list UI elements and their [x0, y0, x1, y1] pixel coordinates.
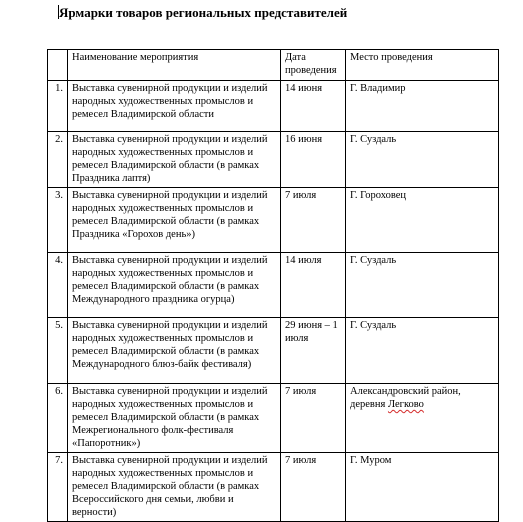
header-number [48, 50, 68, 81]
row-number: 7. [48, 453, 68, 522]
row-name: Выставка сувенирной продукции и изделий народных художественных промыслов и ремесел Владимирской области (в рамках Международного блюз-байк фестиваля) [68, 318, 281, 384]
header-place: Место проведения [346, 50, 499, 81]
row-number: 3. [48, 188, 68, 253]
table-header-row [48, 50, 499, 81]
row-number: 1. [48, 81, 68, 132]
row-date: 16 июня [281, 132, 346, 188]
row-place: Г. Муром [346, 453, 499, 522]
row-date: 14 июня [281, 81, 346, 132]
table-row [48, 453, 499, 522]
row-name: Выставка сувенирной продукции и изделий народных художественных промыслов и ремесел Владимирской области (в рамках Всероссийского дня семьи, любви и верности) [68, 453, 281, 522]
table-row [48, 81, 499, 132]
row-date: 7 июля [281, 188, 346, 253]
row-place [346, 384, 499, 453]
table-row [48, 253, 499, 318]
row-number: 6. [48, 384, 68, 453]
table-row [48, 188, 499, 253]
row-place: Г. Гороховец [346, 188, 499, 253]
fairs-table [47, 49, 499, 522]
page-title: Ярмарки товаров региональных представителей [59, 5, 348, 20]
row-place: Г. Владимир [346, 81, 499, 132]
row-name: Выставка сувенирной продукции и изделий народных художественных промыслов и ремесел Владимирской области [68, 81, 281, 132]
row-date: 29 июня – 1 июля [281, 318, 346, 384]
row-name: Выставка сувенирной продукции и изделий народных художественных промыслов и ремесел Владимирской области (в рамках Праздника «Горохов день») [68, 188, 281, 253]
row-number: 4. [48, 253, 68, 318]
row-name: Выставка сувенирной продукции и изделий народных художественных промыслов и ремесел Владимирской области (в рамках Праздника лаптя) [68, 132, 281, 188]
row-name: Выставка сувенирной продукции и изделий народных художественных промыслов и ремесел Владимирской области (в рамках Межрегионального фолк-фестиваля «Папоротник») [68, 384, 281, 453]
row-place: Г. Суздаль [346, 132, 499, 188]
row-date: 7 июля [281, 384, 346, 453]
row-name: Выставка сувенирной продукции и изделий народных художественных промыслов и ремесел Владимирской области (в рамках Международного праздника огурца) [68, 253, 281, 318]
row-date: 14 июля [281, 253, 346, 318]
place-text: Александровский район, деревня [350, 386, 461, 410]
row-date: 7 июля [281, 453, 346, 522]
spellcheck-flagged-word: Легково [387, 399, 424, 410]
table-row [48, 384, 499, 453]
table-row [48, 132, 499, 188]
row-place: Г. Суздаль [346, 253, 499, 318]
row-place: Г. Суздаль [346, 318, 499, 384]
header-name: Наименование мероприятия [68, 50, 281, 81]
row-number: 5. [48, 318, 68, 384]
header-date: Дата проведения [281, 50, 346, 81]
table-row [48, 318, 499, 384]
row-number: 2. [48, 132, 68, 188]
